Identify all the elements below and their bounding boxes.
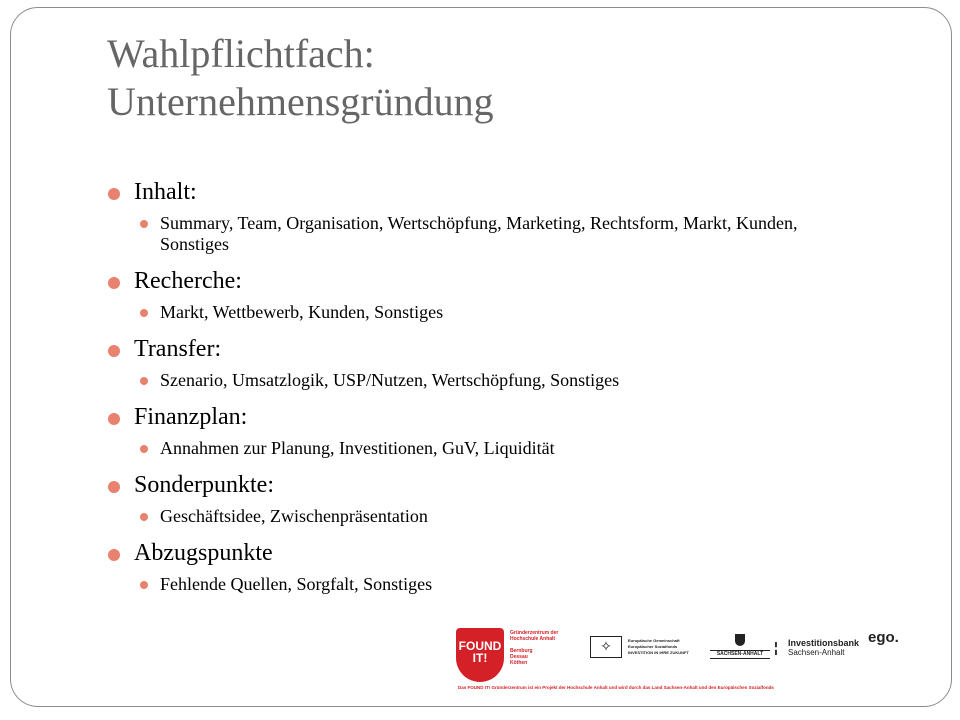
sub-bullet: Markt, Wettbewerb, Kunden, Sonstiges	[134, 302, 828, 323]
ego-logo	[868, 630, 928, 662]
crest-icon	[735, 634, 745, 646]
bullet-heading: Inhalt:	[134, 179, 197, 205]
sub-list	[134, 438, 828, 459]
eu-line: INVESTITION IN IHRE ZUKUNFT	[628, 650, 689, 655]
bullet-abzugspunkte	[108, 539, 828, 595]
slide-title	[107, 30, 494, 126]
found-it-wordmark: FOUND IT!	[458, 639, 502, 665]
bullet-heading: Finanzplan:	[134, 404, 248, 430]
bullet-list	[108, 178, 828, 595]
ib-subtitle: Sachsen-Anhalt	[788, 648, 845, 657]
bullet-recherche	[108, 267, 828, 323]
slide-title-line-2: Unternehmensgründung	[107, 79, 494, 124]
ib-mark-icon: ¦	[774, 639, 778, 655]
sponsor-logo-strip	[452, 628, 932, 696]
found-it-caption	[510, 630, 580, 666]
bullet-heading: Abzugspunkte	[134, 540, 273, 566]
ego-wordmark: ego.	[868, 629, 899, 646]
found-it-line: Hochschule Anhalt	[510, 636, 556, 642]
sub-bullet: Summary, Team, Organisation, Wertschöpfung, Marketing, Rechtsform, Markt, Kunden, Sonstiges	[134, 213, 828, 255]
bullet-heading: Recherche:	[134, 268, 242, 294]
sub-list	[134, 574, 828, 595]
ib-name: Investitionsbank	[788, 638, 860, 648]
eu-line: Europäischer Sozialfonds	[628, 644, 678, 649]
funding-disclaimer: Das FOUND IT! Gründerzentrum ist ein Projekt der Hochschule Anhalt und wird durch das Land Sachsen-Anhalt und den Europäischen Sozialfonds	[458, 685, 774, 690]
bullet-heading: Transfer:	[134, 336, 222, 362]
bullet-transfer	[108, 335, 828, 391]
eu-flag-icon: ✧	[590, 636, 622, 658]
found-it-location: Bernburg	[510, 648, 533, 654]
sub-list	[134, 370, 828, 391]
investitionsbank-logo	[774, 634, 864, 664]
sub-bullet: Szenario, Umsatzlogik, USP/Nutzen, Wertschöpfung, Sonstiges	[134, 370, 828, 391]
sub-bullet: Fehlende Quellen, Sorgfalt, Sonstiges	[134, 574, 828, 595]
sub-bullet: Annahmen zur Planung, Investitionen, GuV, Liquidität	[134, 438, 828, 459]
eu-caption	[628, 638, 704, 656]
found-it-logo	[456, 628, 504, 682]
bullet-inhalt	[108, 178, 828, 255]
sachsen-anhalt-label: SACHSEN-ANHALT	[710, 650, 770, 659]
found-it-location: Köthen	[510, 660, 528, 666]
sub-list	[134, 506, 828, 527]
found-it-location: Dessau	[510, 654, 528, 660]
bullet-finanzplan	[108, 403, 828, 459]
slide-title-line-1: Wahlpflichtfach:	[107, 31, 375, 76]
sachsen-anhalt-logo	[710, 634, 770, 664]
sub-list	[134, 213, 828, 255]
sub-bullet: Geschäftsidee, Zwischenpräsentation	[134, 506, 828, 527]
bullet-heading: Sonderpunkte:	[134, 472, 274, 498]
found-it-line: Gründerzentrum der	[510, 630, 559, 636]
eu-line: Europäische Gemeinschaft	[628, 638, 680, 643]
bullet-sonderpunkte	[108, 471, 828, 527]
sub-list	[134, 302, 828, 323]
